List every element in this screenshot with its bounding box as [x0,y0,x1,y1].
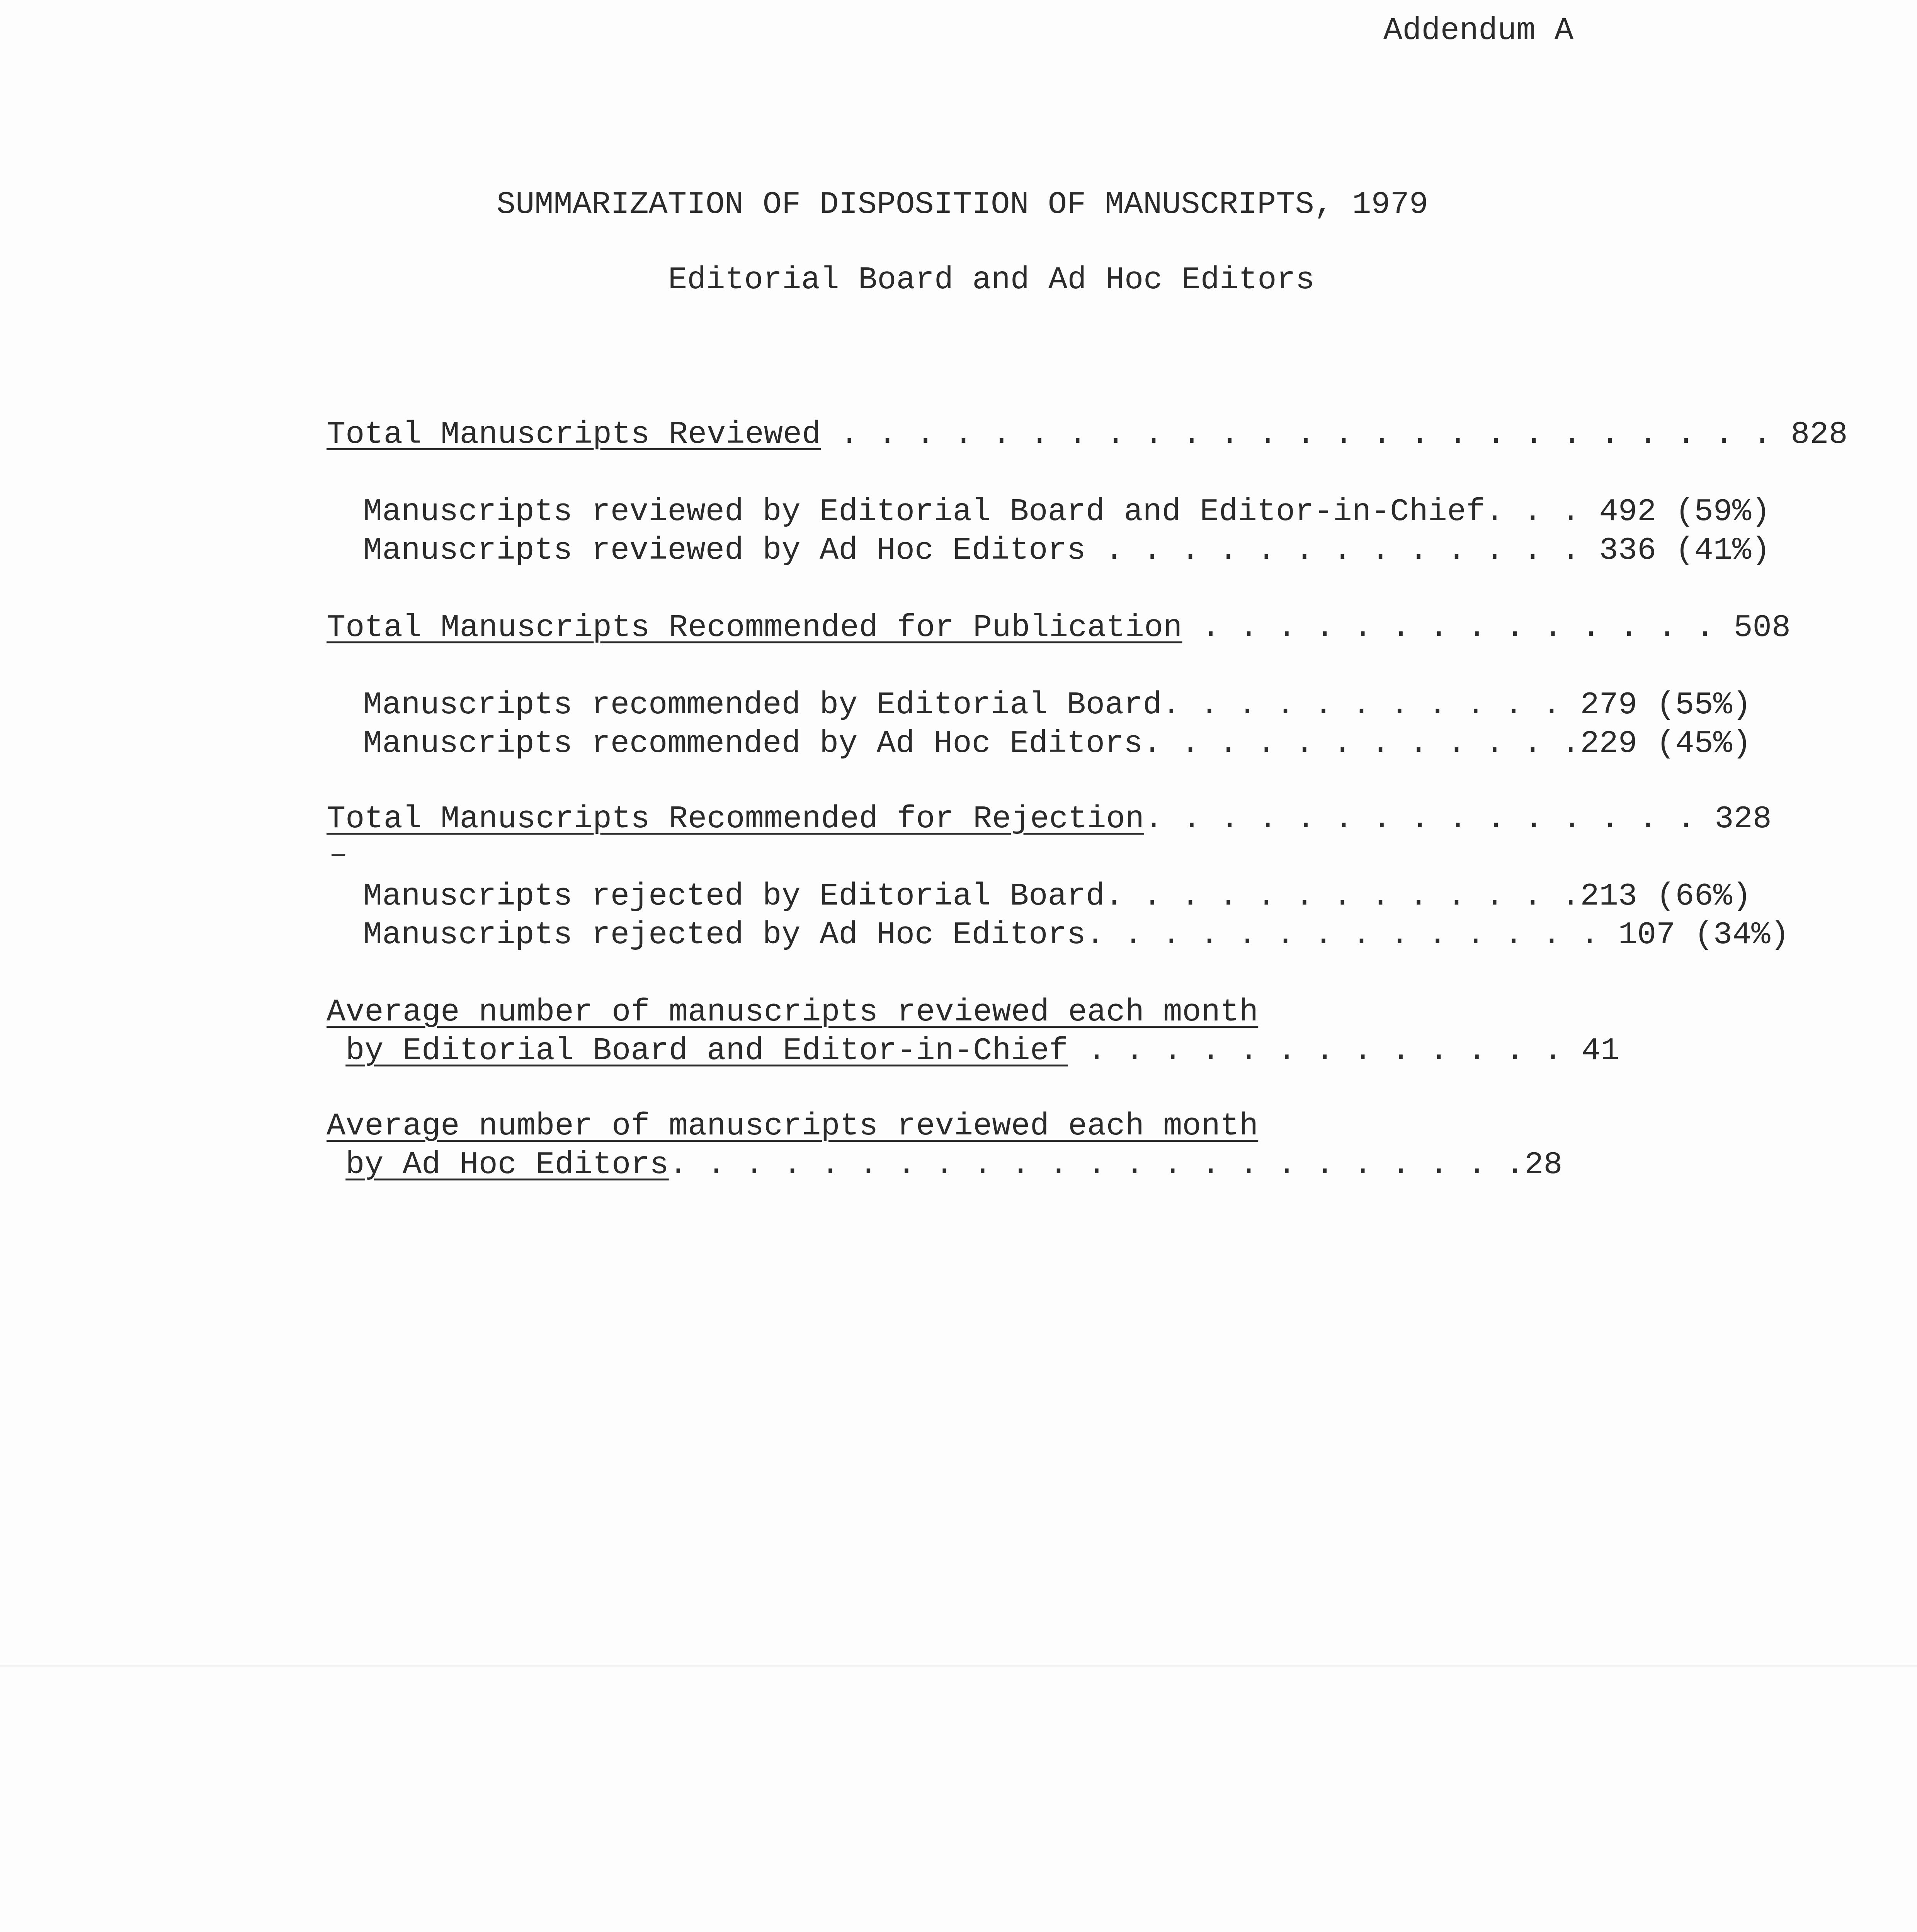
publication-board-row [363,686,1751,724]
total-publication-value: 508 [1733,610,1791,646]
total-reviewed-label: Total Manuscripts Reviewed [327,417,821,452]
avg-adhoc-line1: Average number of manuscripts reviewed each month [327,1108,1259,1144]
rejection-adhoc-label: Manuscripts rejected by Ad Hoc Editors [363,917,1086,953]
total-publication-leader: . . . . . . . . . . . . . . [1201,610,1715,646]
total-publication-label: Total Manuscripts Recommended for Publication [327,610,1182,646]
publication-adhoc-row [363,724,1751,763]
total-rejection-row [327,800,1772,838]
rejection-board-pct: (66%) [1656,878,1752,914]
total-rejection-value: 328 [1715,801,1772,837]
avg-adhoc-line2: by Ad Hoc Editors [345,1147,669,1183]
rejection-adhoc-row [363,916,1789,954]
rejection-board-value: 213 [1580,878,1637,914]
avg-board-leader: . . . . . . . . . . . . . [1087,1033,1563,1069]
publication-adhoc-leader: . . . . . . . . . . . . [1143,726,1580,762]
total-reviewed-leader: . . . . . . . . . . . . . . . . . . . . . . . . . [840,417,1772,452]
publication-adhoc-label: Manuscripts recommended by Ad Hoc Editors [363,726,1143,762]
reviewed-adhoc-leader: . . . . . . . . . . . . . [1105,532,1580,568]
avg-board-heading [327,993,1258,1032]
total-rejection-leader: . . . . . . . . . . . . . . . [1144,801,1696,837]
rejection-adhoc-pct: (34%) [1694,917,1789,953]
avg-adhoc-row [327,1146,1563,1184]
reviewed-board-leader: . . . [1485,494,1580,530]
addendum-label: Addendum A [1383,13,1574,49]
avg-adhoc-leader: . . . . . . . . . . . . . . . . . . . . . . . [668,1147,1525,1183]
total-reviewed-value: 828 [1791,417,1848,452]
publication-board-label: Manuscripts recommended by Editorial Board [363,687,1162,723]
reviewed-adhoc-pct: (41%) [1675,532,1771,568]
rejection-board-row [363,877,1751,916]
reviewed-board-label: Manuscripts reviewed by Editorial Board and Editor-in-Chief [363,494,1485,530]
paper-fold-line [0,1665,1917,1667]
publication-adhoc-pct: (45%) [1656,726,1752,762]
document-title: SUMMARIZATION OF DISPOSITION OF MANUSCRIPTS, 1979 [496,187,1429,223]
reviewed-board-value: 492 [1599,494,1657,530]
publication-board-pct: (55%) [1656,687,1752,723]
reviewed-board-row [363,493,1770,531]
reviewed-adhoc-value: 336 [1599,532,1657,568]
avg-board-value: 41 [1581,1033,1620,1069]
publication-adhoc-value: 229 [1580,726,1637,762]
avg-board-row [327,1032,1619,1070]
stray-dash-mark [332,854,345,856]
reviewed-board-pct: (59%) [1675,494,1771,530]
reviewed-adhoc-label: Manuscripts reviewed by Ad Hoc Editors [363,532,1086,568]
publication-board-leader: . . . . . . . . . . . [1162,687,1561,723]
total-rejection-label: Total Manuscripts Recommended for Rejection [327,801,1144,837]
publication-board-value: 279 [1580,687,1637,723]
avg-board-line1: Average number of manuscripts reviewed each month [327,994,1259,1030]
total-publication-row [327,609,1791,647]
avg-board-line2: by Editorial Board and Editor-in-Chief [345,1033,1068,1069]
total-reviewed-row [327,415,1848,454]
rejection-board-leader: . . . . . . . . . . . . . [1105,878,1580,914]
rejection-adhoc-value: 107 [1618,917,1675,953]
avg-adhoc-heading [327,1107,1258,1146]
avg-adhoc-value: 28 [1524,1147,1563,1183]
reviewed-adhoc-row [363,531,1770,570]
rejection-board-label: Manuscripts rejected by Editorial Board [363,878,1105,914]
rejection-adhoc-leader: . . . . . . . . . . . . . . [1085,917,1599,953]
document-subtitle: Editorial Board and Ad Hoc Editors [668,262,1315,298]
